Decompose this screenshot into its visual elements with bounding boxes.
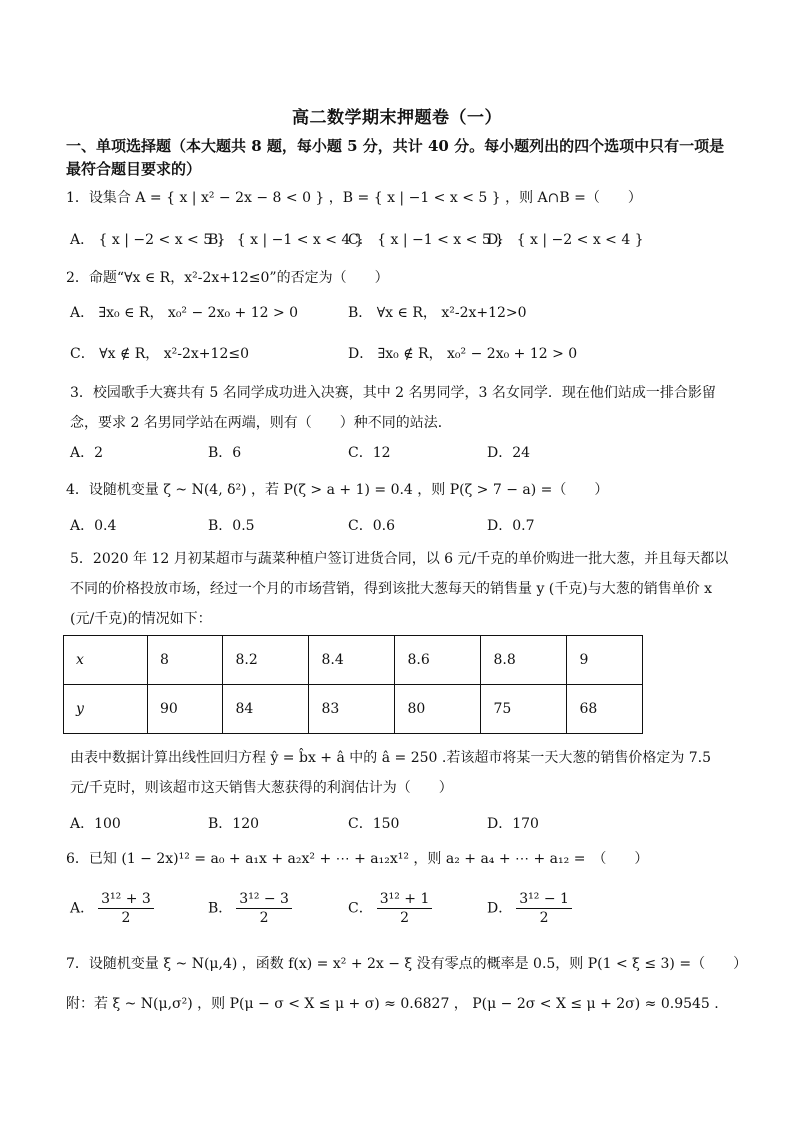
question-2-option-b: B． ∀x ∈ R， x²-2x+12>0 xyxy=(348,305,527,321)
option-label: B． xyxy=(208,900,233,917)
fraction xyxy=(236,890,292,927)
table-cell: 8.2 xyxy=(223,636,309,685)
table-cell: 83 xyxy=(309,685,395,734)
exam-title: 高二数学期末押题卷（一） xyxy=(292,108,502,128)
option-label: A． xyxy=(70,900,95,917)
question-5-option-a: A．100 xyxy=(70,816,121,832)
question-1-option-b: B． { x | −1 < x < 4 } xyxy=(208,232,364,248)
table-cell: 8.8 xyxy=(481,636,567,685)
question-1-option-d: D． { x | −2 < x < 4 } xyxy=(487,232,644,248)
fraction xyxy=(516,890,572,927)
table-header-x: x xyxy=(64,636,148,685)
question-5-option-c: C．150 xyxy=(348,816,400,832)
table-cell: 75 xyxy=(481,685,567,734)
question-7-stem: 7．设随机变量 ξ ~ N(μ,4) ，函数 f(x) = x² + 2x − ξ 没有零点的概率是 0.5，则 P(1 < ξ ≤ 3) =（ ） xyxy=(66,956,748,972)
question-4-stem: 4．设随机变量 ζ ~ N(4, δ²) ，若 P(ζ > a + 1) = 0.4 ，则 P(ζ > 7 − a) =（ ） xyxy=(66,482,609,498)
table-cell: 8.6 xyxy=(395,636,481,685)
question-1-stem: 1．设集合 A = { x | x² − 2x − 8 < 0 } ，B = { x | −1 < x < 5 } ，则 A∩B =（ ） xyxy=(66,190,642,206)
fraction xyxy=(98,890,154,927)
fraction-denominator: 2 xyxy=(121,910,131,926)
table-row-y xyxy=(64,685,643,734)
question-6-option-a xyxy=(70,890,154,927)
table-cell: 8.4 xyxy=(309,636,395,685)
sales-data-table xyxy=(63,635,643,734)
question-6-stem: 6．已知 (1 − 2x)¹² = a₀ + a₁x + a₂x² + ⋯ + a₁₂x¹² ，则 a₂ + a₄ + ⋯ + a₁₂ = （ ） xyxy=(66,851,649,867)
question-4-option-c: C．0.6 xyxy=(348,518,395,534)
question-3-option-b: B．6 xyxy=(208,445,242,461)
question-2-stem: 2．命题“∀x ∈ R，x²-2x+12≤0”的否定为（ ） xyxy=(66,270,389,286)
table-row-x xyxy=(64,636,643,685)
question-7-note: 附：若 ξ ~ N(μ,σ²) ，则 P(μ − σ < X ≤ μ + σ) ≈ 0.6827 ， P(μ − 2σ < X ≤ μ + 2σ) ≈ 0.9545 . xyxy=(66,996,719,1012)
table-cell: 84 xyxy=(223,685,309,734)
question-5-stem-continued: 由表中数据计算出线性回归方程 ŷ = b̂x + â 中的 â = 250 .若该超市将某一天大葱的销售价格定为 7.5 元/千克时，则该超市这天销售大葱获得的利润估计为（ ） xyxy=(70,750,712,796)
table-cell: 8 xyxy=(148,636,223,685)
table-cell: 9 xyxy=(567,636,643,685)
table-cell: 68 xyxy=(567,685,643,734)
option-label: D． xyxy=(487,900,513,917)
question-5-option-b: B．120 xyxy=(208,816,260,832)
table-cell: 90 xyxy=(148,685,223,734)
question-4-option-a: A．0.4 xyxy=(70,518,117,534)
question-2-option-c: C． ∀x ∉ R， x²-2x+12≤0 xyxy=(70,346,249,362)
fraction-numerator: 3¹² + 3 xyxy=(98,890,154,909)
table-cell: 80 xyxy=(395,685,481,734)
section-heading: 一、单项选择题（本大题共 8 题，每小题 5 分，共计 40 分。每小题列出的四个选项中只有一项是最符合题目要求的） xyxy=(66,137,725,178)
question-3-stem: 3．校园歌手大赛共有 5 名同学成功进入决赛，其中 2 名男同学，3 名女同学．现在他们站成一排合影留念，要求 2 名男同学站在两端，则有（ ）种不同的站法． xyxy=(70,385,716,431)
fraction xyxy=(377,890,433,927)
fraction-numerator: 3¹² − 1 xyxy=(516,890,572,909)
question-3-option-d: D．24 xyxy=(487,445,531,461)
question-4-option-b: B．0.5 xyxy=(208,518,255,534)
table-header-y: y xyxy=(64,685,148,734)
question-3-option-c: C．12 xyxy=(348,445,391,461)
question-4-option-d: D．0.7 xyxy=(487,518,535,534)
question-6-option-b xyxy=(208,890,292,927)
question-2-option-a: A． ∃x₀ ∈ R， x₀² − 2x₀ + 12 > 0 xyxy=(70,305,299,321)
fraction-numerator: 3¹² − 3 xyxy=(236,890,292,909)
question-1-option-a: A． { x | −2 < x < 5 } xyxy=(70,232,226,248)
option-label: C． xyxy=(348,900,373,917)
fraction-denominator: 2 xyxy=(259,910,269,926)
question-3-option-a: A．2 xyxy=(70,445,104,461)
question-2-option-d: D． ∃x₀ ∉ R， x₀² − 2x₀ + 12 > 0 xyxy=(348,346,578,362)
question-6-option-d xyxy=(487,890,572,927)
fraction-denominator: 2 xyxy=(400,910,410,926)
fraction-denominator: 2 xyxy=(539,910,549,926)
question-6-option-c xyxy=(348,890,432,927)
question-5-option-d: D．170 xyxy=(487,816,539,832)
question-1-option-c: C． { x | −1 < x < 5 } xyxy=(348,232,505,248)
question-5-stem: 5．2020 年 12 月初某超市与蔬菜种植户签订进货合同，以 6 元/千克的单价购进一批大葱，并且每天都以不同的价格投放市场，经过一个月的市场营销，得到该批大葱每天的销售量 y (千克)与大葱的销售单价 x (元/千克)的情况如下： xyxy=(70,551,729,627)
fraction-numerator: 3¹² + 1 xyxy=(377,890,433,909)
